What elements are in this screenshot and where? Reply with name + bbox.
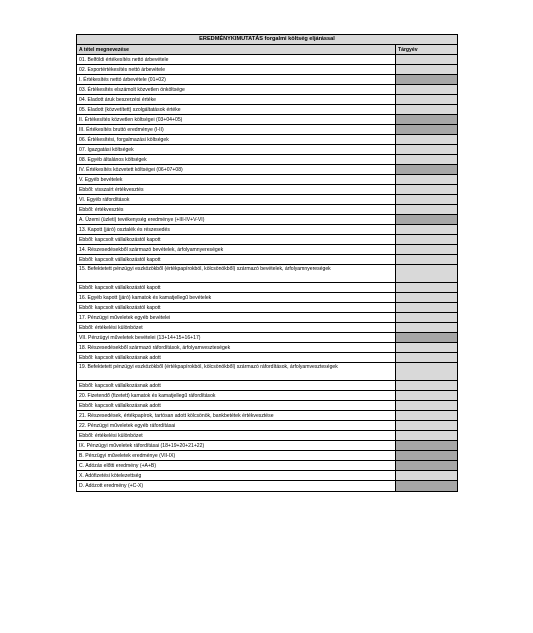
- current-year-value-cell[interactable]: [396, 185, 457, 194]
- current-year-value-cell[interactable]: [396, 215, 457, 224]
- row-label: Ebből: értékvesztés: [77, 205, 396, 214]
- row-label: B. Pénzügyi műveletek eredménye (VII-IX): [77, 451, 396, 460]
- row-label: IV. Értékesítés közvetett költségei (06+07+08): [77, 165, 396, 174]
- table-row: [77, 55, 457, 65]
- current-year-value-cell[interactable]: [396, 363, 457, 380]
- row-label: Ebből: kapcsolt vállalkozásnak adott: [77, 381, 396, 390]
- table-row: [77, 283, 457, 293]
- table-row: [77, 323, 457, 333]
- current-year-value-cell[interactable]: [396, 145, 457, 154]
- current-year-value-cell[interactable]: [396, 65, 457, 74]
- table-row: [77, 303, 457, 313]
- current-year-value-cell[interactable]: [396, 205, 457, 214]
- current-year-value-cell[interactable]: [396, 195, 457, 204]
- table-row: [77, 265, 457, 283]
- table-row: [77, 235, 457, 245]
- row-label: 21. Részesedések, értékpapírok, tartósan adott kölcsönök, bankbetétek értékvesztése: [77, 411, 396, 420]
- table-row: [77, 461, 457, 471]
- table-row: [77, 145, 457, 155]
- table-row: [77, 105, 457, 115]
- current-year-value-cell[interactable]: [396, 461, 457, 470]
- table-row: [77, 165, 457, 175]
- row-label: Ebből: kapcsolt vállalkozástól kapott: [77, 283, 396, 292]
- row-label: VI. Egyéb ráfordítások: [77, 195, 396, 204]
- row-label: 18. Részesedésekből származó ráfordítások, árfolyamveszteségek: [77, 343, 396, 352]
- table-row: [77, 381, 457, 391]
- row-label: 15. Befektetett pénzügyi eszközökből (értékpapírokból, kölcsönökből) származó bevételek, árfolyamnyereségek: [77, 265, 396, 282]
- row-label: D. Adózott eredmény (+C-X): [77, 481, 396, 491]
- current-year-value-cell[interactable]: [396, 55, 457, 64]
- current-year-value-cell[interactable]: [396, 313, 457, 322]
- row-label: 03. Értékesítés elszámolt közvetlen önköltsége: [77, 85, 396, 94]
- row-label: 20. Fizetendő (fizetett) kamatok és kamatjellegű ráfordítások: [77, 391, 396, 400]
- column-header-current-year: Tárgyév: [396, 45, 457, 54]
- table-row: [77, 205, 457, 215]
- row-label: 08. Egyéb általános költségek: [77, 155, 396, 164]
- column-header-item-name: A tétel megnevezése: [77, 45, 396, 54]
- current-year-value-cell[interactable]: [396, 401, 457, 410]
- table-row: [77, 95, 457, 105]
- row-label: 19. Befektetett pénzügyi eszközökből (értékpapírokból, kölcsönökből) származó ráfordítások, árfolyamveszteségek: [77, 363, 396, 380]
- current-year-value-cell[interactable]: [396, 343, 457, 352]
- table-row: [77, 431, 457, 441]
- current-year-value-cell[interactable]: [396, 471, 457, 480]
- current-year-value-cell[interactable]: [396, 155, 457, 164]
- table-row: [77, 471, 457, 481]
- current-year-value-cell[interactable]: [396, 165, 457, 174]
- current-year-value-cell[interactable]: [396, 245, 457, 254]
- current-year-value-cell[interactable]: [396, 411, 457, 420]
- current-year-value-cell[interactable]: [396, 265, 457, 282]
- current-year-value-cell[interactable]: [396, 381, 457, 390]
- row-label: 07. Igazgatási költségek: [77, 145, 396, 154]
- table-row: [77, 215, 457, 225]
- current-year-value-cell[interactable]: [396, 95, 457, 104]
- row-label: 06. Értékesítési, forgalmazási költségek: [77, 135, 396, 144]
- row-label: 05. Eladott (közvetített) szolgáltatások értéke: [77, 105, 396, 114]
- row-label: Ebből: értékelési különbözet: [77, 431, 396, 440]
- row-label: V. Egyéb bevételek: [77, 175, 396, 184]
- table-row: [77, 343, 457, 353]
- table-row: [77, 441, 457, 451]
- row-label: Ebből: visszaírt értékvesztés: [77, 185, 396, 194]
- table-row: [77, 185, 457, 195]
- row-label: Ebből: kapcsolt vállalkozásnak adott: [77, 401, 396, 410]
- current-year-value-cell[interactable]: [396, 333, 457, 342]
- current-year-value-cell[interactable]: [396, 105, 457, 114]
- current-year-value-cell[interactable]: [396, 283, 457, 292]
- row-label: Ebből: kapcsolt vállalkozástól kapott: [77, 235, 396, 244]
- current-year-value-cell[interactable]: [396, 451, 457, 460]
- current-year-value-cell[interactable]: [396, 75, 457, 84]
- row-label: 02. Exportértékesítés nettó árbevétele: [77, 65, 396, 74]
- current-year-value-cell[interactable]: [396, 125, 457, 134]
- current-year-value-cell[interactable]: [396, 255, 457, 264]
- current-year-value-cell[interactable]: [396, 235, 457, 244]
- current-year-value-cell[interactable]: [396, 323, 457, 332]
- row-label: 04. Eladott áruk beszerzési értéke: [77, 95, 396, 104]
- current-year-value-cell[interactable]: [396, 303, 457, 312]
- table-row: [77, 195, 457, 205]
- row-label: A. Üzemi (üzleti) tevékenység eredménye (+III-IV+V-VI): [77, 215, 396, 224]
- table-header-row: [77, 45, 457, 55]
- table-row: [77, 421, 457, 431]
- current-year-value-cell[interactable]: [396, 115, 457, 124]
- current-year-value-cell[interactable]: [396, 391, 457, 400]
- row-label: II. Értékesítés közvetlen költségei (03+04+05): [77, 115, 396, 124]
- table-row: [77, 115, 457, 125]
- row-label: 17. Pénzügyi műveletek egyéb bevételei: [77, 313, 396, 322]
- table-row: [77, 333, 457, 343]
- table-row: [77, 75, 457, 85]
- current-year-value-cell[interactable]: [396, 431, 457, 440]
- table-row: [77, 353, 457, 363]
- table-row: [77, 85, 457, 95]
- table-row: [77, 155, 457, 165]
- row-label: Ebből: kapcsolt vállalkozástól kapott: [77, 255, 396, 264]
- row-label: I. Értékesítés nettó árbevétele (01+02): [77, 75, 396, 84]
- current-year-value-cell[interactable]: [396, 225, 457, 234]
- table-row: [77, 293, 457, 303]
- current-year-value-cell[interactable]: [396, 85, 457, 94]
- table-row: [77, 65, 457, 75]
- table-row: [77, 391, 457, 401]
- table-row: [77, 363, 457, 381]
- table-row: [77, 135, 457, 145]
- current-year-value-cell[interactable]: [396, 441, 457, 450]
- table-title: EREDMÉNYKIMUTATÁS forgalmi költség eljárással: [77, 35, 457, 45]
- row-label: X. Adófizetési kötelezettség: [77, 471, 396, 480]
- row-label: 16. Egyéb kapott (járó) kamatok és kamatjellegű bevételek: [77, 293, 396, 302]
- table-row: [77, 225, 457, 235]
- current-year-value-cell[interactable]: [396, 421, 457, 430]
- row-label: 01. Belföldi értékesítés nettó árbevétele: [77, 55, 396, 64]
- current-year-value-cell[interactable]: [396, 353, 457, 362]
- table-row: [77, 451, 457, 461]
- table-row: [77, 313, 457, 323]
- table-body: [77, 55, 457, 491]
- row-label: VII. Pénzügyi műveletek bevételei (13+14+15+16+17): [77, 333, 396, 342]
- row-label: Ebből: kapcsolt vállalkozásnak adott: [77, 353, 396, 362]
- current-year-value-cell[interactable]: [396, 135, 457, 144]
- row-label: C. Adózás előtti eredmény (+A+B): [77, 461, 396, 470]
- row-label: IX. Pénzügyi műveletek ráfordításai (18+19+20+21+22): [77, 441, 396, 450]
- current-year-value-cell[interactable]: [396, 481, 457, 491]
- income-statement-table: [76, 34, 458, 492]
- table-row: [77, 255, 457, 265]
- row-label: III. Értékesítés bruttó eredménye (I-II): [77, 125, 396, 134]
- table-row: [77, 175, 457, 185]
- row-label: Ebből: kapcsolt vállalkozástól kapott: [77, 303, 396, 312]
- row-label: 22. Pénzügyi műveletek egyéb ráfordításai: [77, 421, 396, 430]
- current-year-value-cell[interactable]: [396, 175, 457, 184]
- row-label: Ebből: értékelési különbözet: [77, 323, 396, 332]
- current-year-value-cell[interactable]: [396, 293, 457, 302]
- table-row: [77, 481, 457, 491]
- table-row: [77, 411, 457, 421]
- table-row: [77, 401, 457, 411]
- row-label: 13. Kapott (járó) osztalék és részesedés: [77, 225, 396, 234]
- table-row: [77, 245, 457, 255]
- table-row: [77, 125, 457, 135]
- row-label: 14. Részesedésekből származó bevételek, árfolyamnyereségek: [77, 245, 396, 254]
